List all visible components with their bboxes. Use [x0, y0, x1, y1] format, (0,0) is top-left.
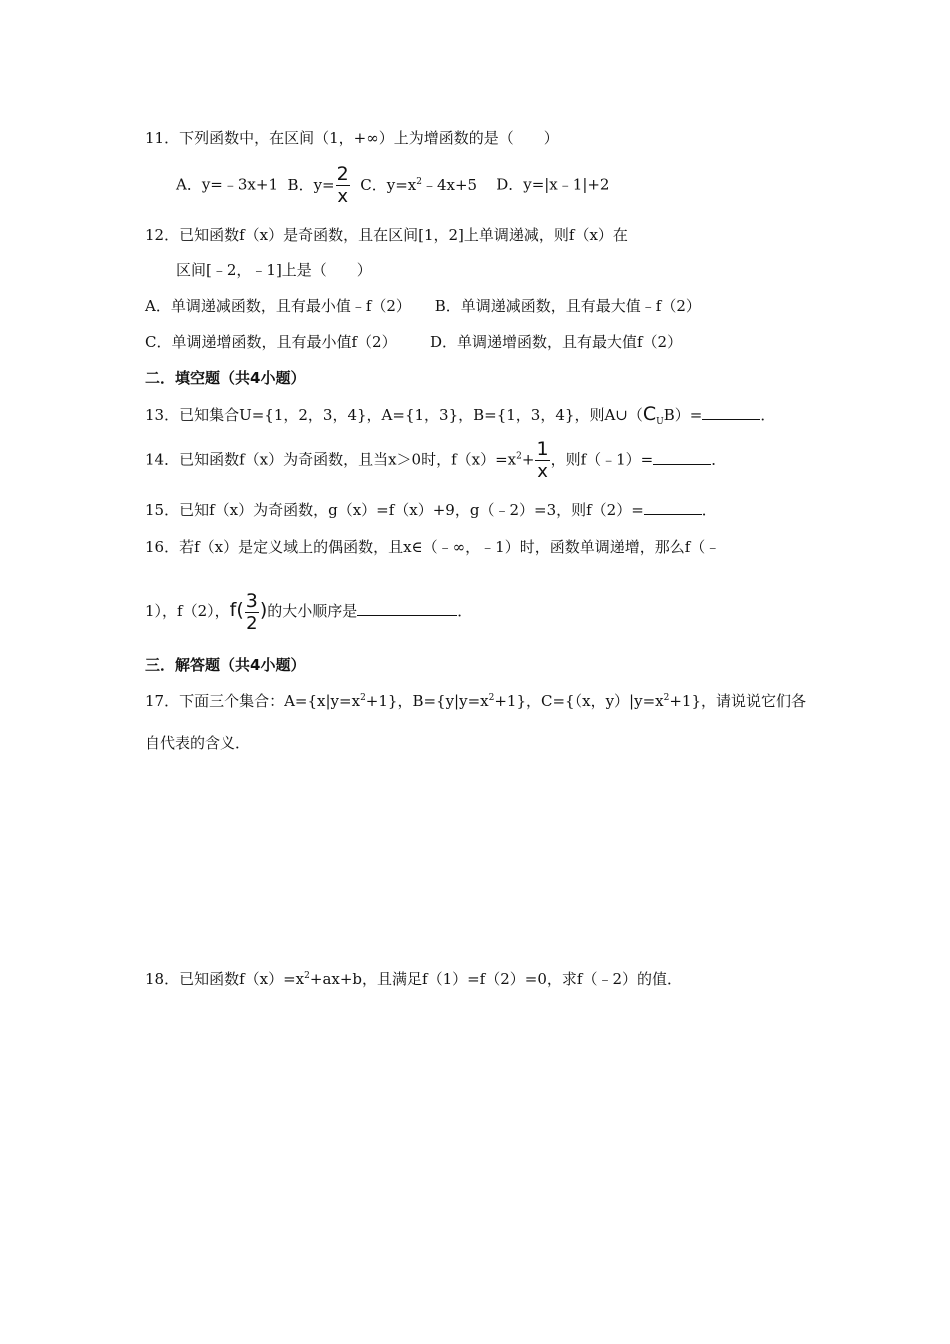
question-17-line1: 17．下面三个集合：$A=\{x|y=x^2+1\}$，$B=\{y|y=x^2+1\}$，C={（x，$y)|y=x^2+1$}，请说说它们各	[145, 692, 806, 710]
question-11-options	[176, 165, 609, 206]
answer-blank	[653, 450, 711, 465]
question-18: 18．已知函数$f(x)=x^2+ax+b$，且满足f（1）=f（2）=0，求f（﹣2）的值．	[145, 970, 682, 988]
fraction: $\frac{3}{2}$	[245, 589, 258, 634]
complement-symbol: C	[642, 403, 657, 425]
question-17-line2: 自代表的含义．	[145, 734, 251, 752]
fraction: $\frac{1}{x}$	[536, 438, 549, 482]
q11-option-c: C．$y=x^2﹣4x+5$	[360, 175, 478, 194]
question-16-line1: 16．若f（x）是定义域上的偶函数，且x∈（﹣∞，﹣1）时，函数单调递增，那么f（﹣	[145, 538, 721, 556]
question-16-line2: 1），f（2），f( $\frac{3}{2}$ )的大小顺序是 ．	[145, 589, 473, 634]
fraction: $\frac{2}{x}$	[336, 163, 349, 207]
answer-blank	[702, 405, 760, 420]
question-12-stem-line2: 区间[﹣2，﹣1]上是（ ）	[176, 261, 372, 279]
question-11-stem: 11．下列函数中，在区间（1，+∞）上为增函数的是（ ）	[145, 129, 559, 147]
q12-option-d: D．单调递增函数，且有最大值f（2）	[429, 333, 683, 351]
question-12-stem-line1: 12．已知函数f（x）是奇函数，且在区间[1，2]上单调递减，则f（x）在	[145, 226, 628, 244]
q12-option-c: C．单调递增函数，且有最小值f（2）	[145, 333, 397, 351]
answer-blank	[357, 601, 457, 616]
question-13: 13．已知集合U={1，2，3，4}，A={1，3}，B={1，3，4}，则$A\cup(C_UB)=$ ．	[145, 403, 776, 427]
question-15: 15．已知f（x）为奇函数，g（x）=f（x）+9，g（﹣2）=3，则f（2）= ．	[145, 501, 717, 519]
section-3-heading: 三．解答题（共4小题）	[145, 656, 306, 674]
q12-options-ab	[145, 296, 701, 316]
answer-blank	[644, 500, 702, 515]
q11-option-a: A．y=﹣3x+1	[176, 175, 278, 194]
q11-option-d: D．y=|x﹣1|+2	[496, 175, 610, 194]
q12-option-a: A．单调递减函数，且有最小值﹣f（2）	[145, 297, 411, 315]
section-2-heading: 二．填空题（共4小题）	[145, 369, 306, 387]
q11-option-b: B．y= $\frac{2}{x}$	[287, 163, 349, 207]
q12-option-b: B．单调递减函数，且有最大值﹣f（2）	[434, 297, 701, 315]
question-14: 14．已知函数f（x）为奇函数，且当x＞0时，$f(x)=x^2+$ $\frac{1}{x}$ ，则f（﹣1）= ．	[145, 438, 727, 482]
q12-options-cd	[145, 332, 682, 352]
